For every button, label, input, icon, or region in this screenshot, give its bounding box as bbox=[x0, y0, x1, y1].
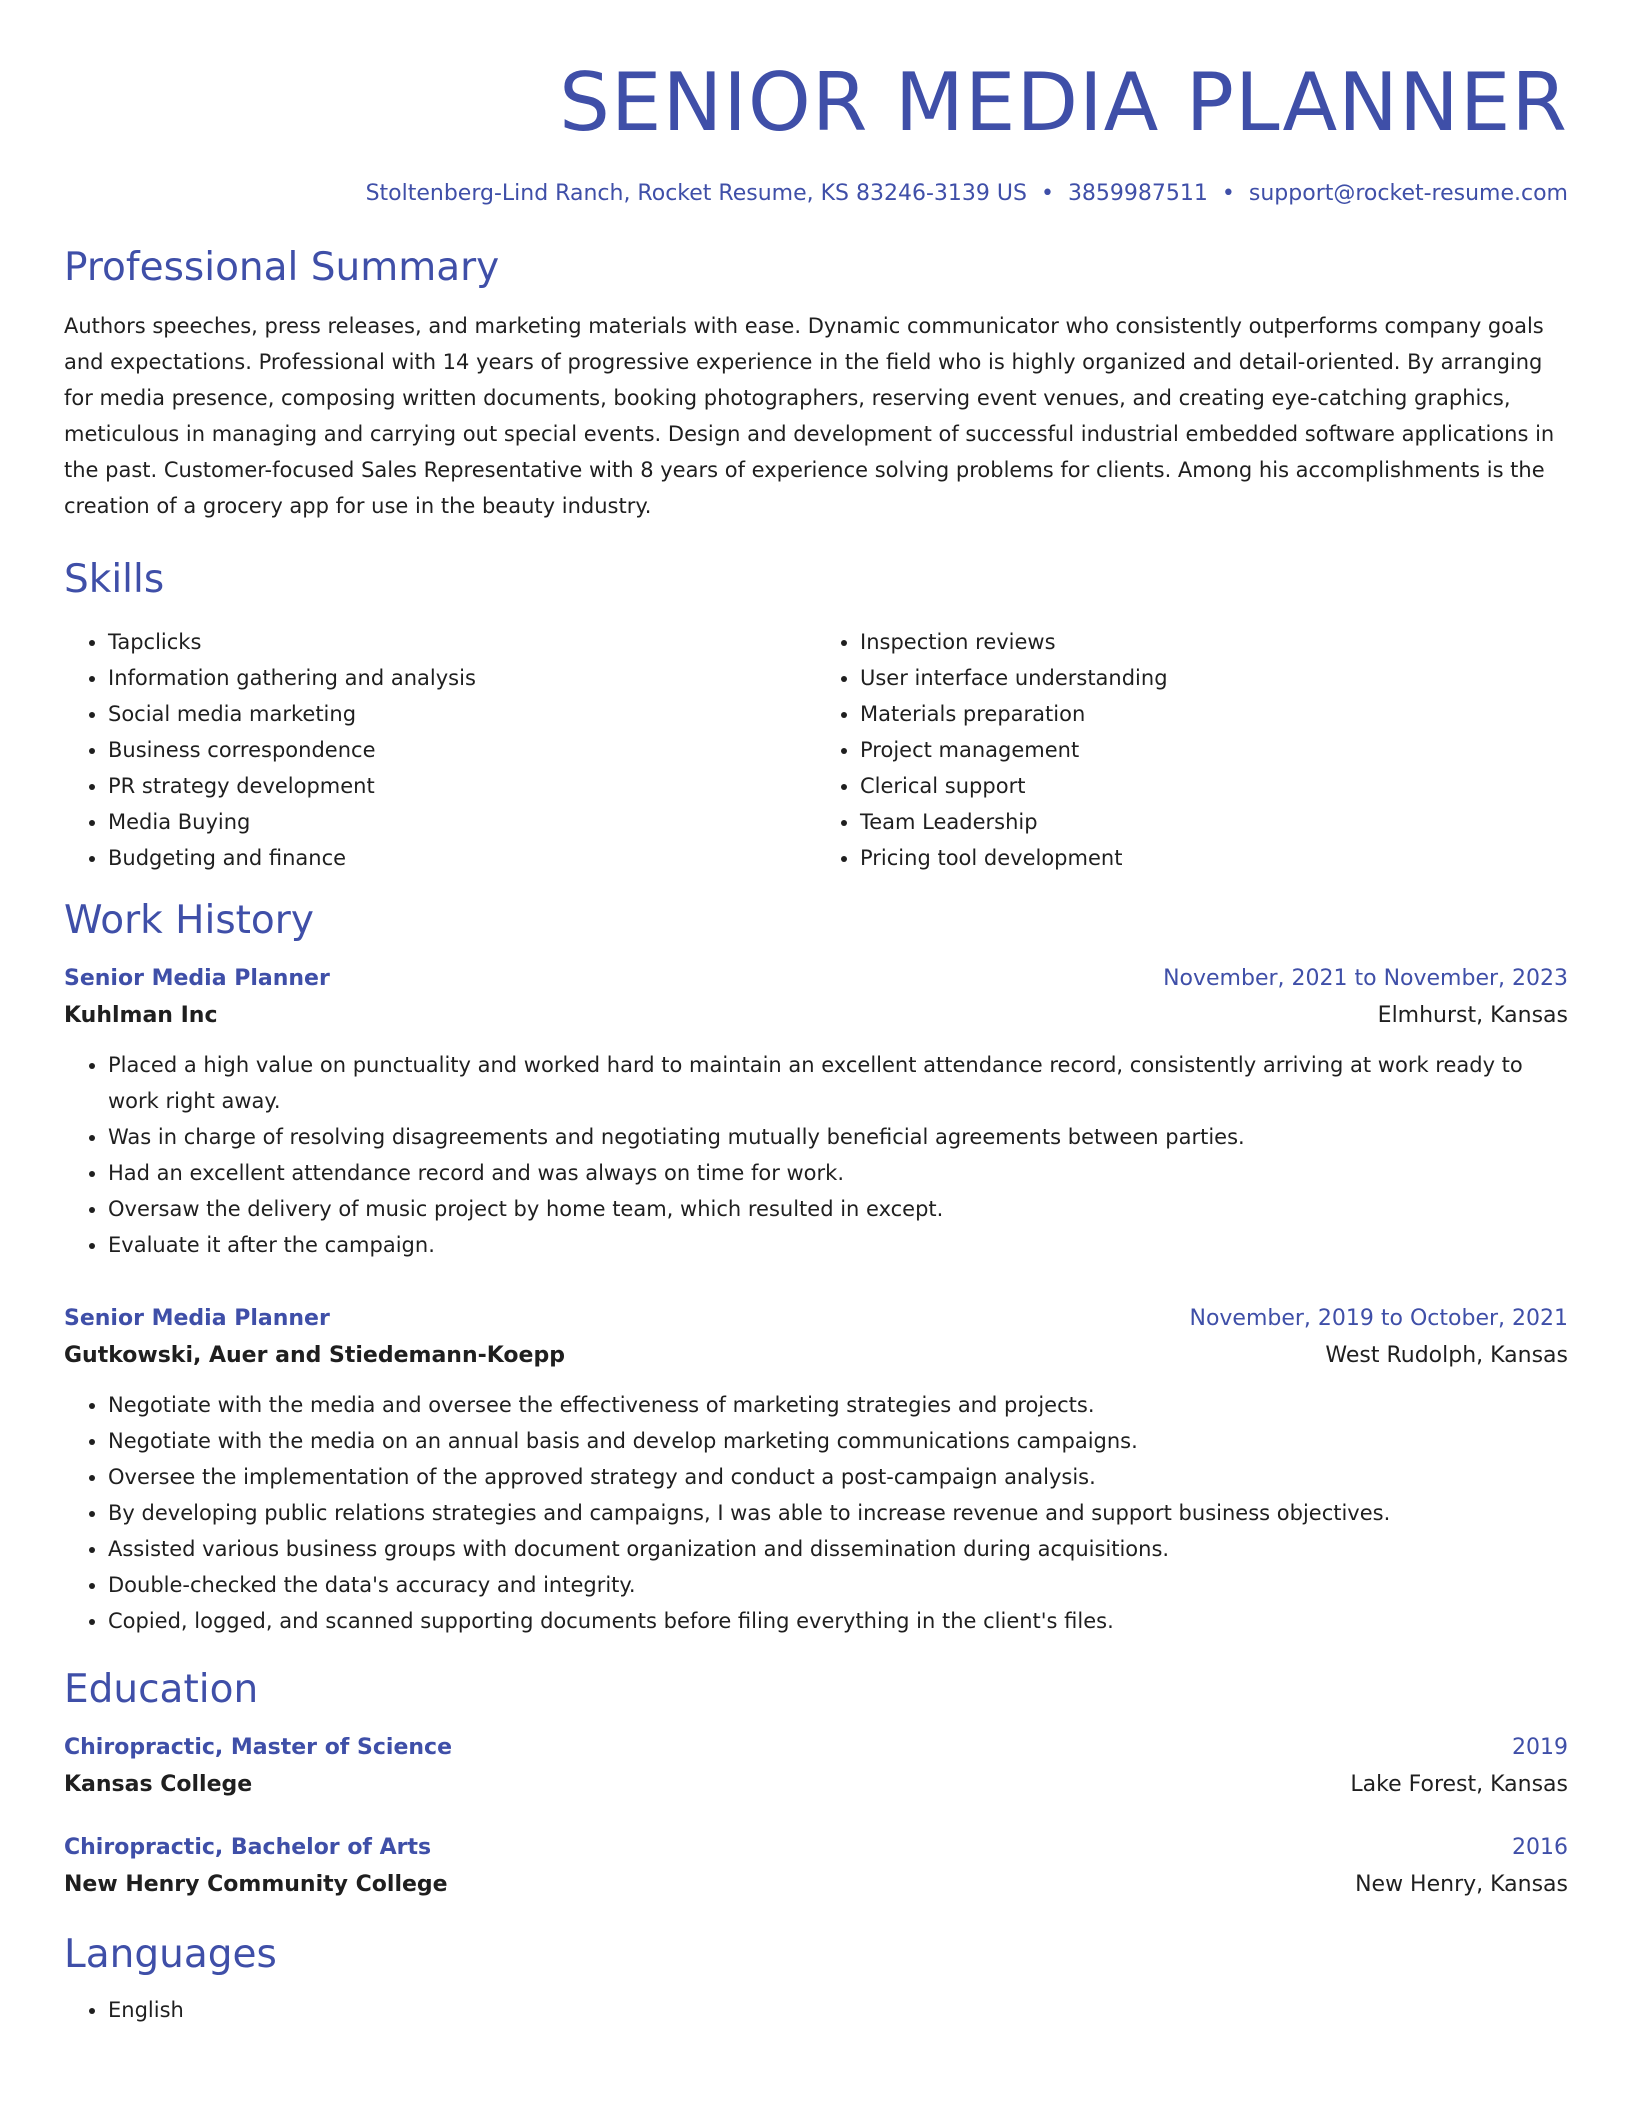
work-history-heading: Work History bbox=[64, 897, 314, 943]
contact-line bbox=[64, 181, 1568, 207]
job-bullets bbox=[64, 1387, 1568, 1639]
job-company-row bbox=[64, 997, 1568, 1035]
job-bullet: • Had an excellent attendance record and was always on time for work. bbox=[108, 1155, 1568, 1191]
contact-address: Stoltenberg-Lind Ranch, Rocket Resume, KS 83246-3139 US bbox=[365, 181, 1027, 206]
job-role: Senior Media Planner bbox=[64, 965, 330, 991]
skills-list-right bbox=[816, 624, 1568, 876]
job-role: Senior Media Planner bbox=[64, 1305, 330, 1331]
job-entry bbox=[64, 961, 1568, 1263]
education-header-row bbox=[64, 1730, 1568, 1766]
skills-heading: Skills bbox=[64, 557, 165, 603]
summary-text: Authors speeches, press releases, and marketing materials with ease. Dynamic communicator who consistently outperforms company goals and expectations. Professional with 14 years of progressive experience in the field who is highly organized and detail-oriented. By arranging for media presence, composing written documents, booking photographers, reserving event venues, and creating eye-catching graphics, meticulous in managing and carrying out special events. Design and development of successful industrial embedded software applications in the past. Customer-focused Sales Representative with 8 years of experience solving problems for clients. Among his accomplishments is the creation of a grocery app for use in the beauty industry. bbox=[64, 314, 1555, 519]
resume-title: SENIOR MEDIA PLANNER bbox=[559, 56, 1568, 149]
skills-list-left bbox=[64, 624, 816, 876]
education-heading: Education bbox=[64, 1666, 259, 1712]
skill-item: • Business correspondence bbox=[108, 732, 816, 768]
education-entry bbox=[64, 1730, 1568, 1804]
education-degree: Chiropractic, Bachelor of Arts bbox=[64, 1834, 432, 1860]
education-school-row bbox=[64, 1866, 1568, 1904]
job-company: Gutkowski, Auer and Stiedemann-Koepp bbox=[64, 1342, 565, 1368]
job-entry bbox=[64, 1301, 1568, 1639]
job-bullets bbox=[64, 1047, 1568, 1263]
job-bullet: • Placed a high value on punctuality and worked hard to maintain an excellent attendance record, consistently arriving at work ready to work right away. bbox=[108, 1047, 1568, 1119]
skill-item: • Clerical support bbox=[860, 768, 1568, 804]
job-bullet: • By developing public relations strategies and campaigns, I was able to increase revenue and support business objectives. bbox=[108, 1495, 1568, 1531]
job-dates: November, 2021 to November, 2023 bbox=[1163, 965, 1568, 991]
job-bullet: • Oversee the implementation of the approved strategy and conduct a post-campaign analysis. bbox=[108, 1459, 1568, 1495]
languages-heading: Languages bbox=[64, 1931, 277, 1977]
job-header-row bbox=[64, 1301, 1568, 1337]
contact-separator: • bbox=[1040, 181, 1054, 206]
education-entry bbox=[64, 1830, 1568, 1904]
job-bullet: • Negotiate with the media on an annual basis and develop marketing communications campaigns. bbox=[108, 1423, 1568, 1459]
education-year: 2016 bbox=[1512, 1834, 1568, 1860]
job-bullet: • Oversaw the delivery of music project by home team, which resulted in except. bbox=[108, 1191, 1568, 1227]
job-bullet: • Assisted various business groups with document organization and dissemination during acquisitions. bbox=[108, 1531, 1568, 1567]
skill-item: • Media Buying bbox=[108, 804, 816, 840]
job-company-row bbox=[64, 1337, 1568, 1375]
languages-list bbox=[64, 1992, 1568, 2028]
education-school: New Henry Community College bbox=[64, 1871, 448, 1897]
education-degree: Chiropractic, Master of Science bbox=[64, 1734, 453, 1760]
skill-item: • Pricing tool development bbox=[860, 840, 1568, 876]
job-location: Elmhurst, Kansas bbox=[1377, 1002, 1568, 1028]
skill-item: • Budgeting and finance bbox=[108, 840, 816, 876]
job-bullet: • Copied, logged, and scanned supporting documents before filing everything in the client's files. bbox=[108, 1603, 1568, 1639]
education-location: New Henry, Kansas bbox=[1355, 1871, 1568, 1897]
language-item: • English bbox=[108, 1992, 1568, 2028]
education-year: 2019 bbox=[1512, 1734, 1568, 1760]
skill-item: • Materials preparation bbox=[860, 696, 1568, 732]
education-header-row bbox=[64, 1830, 1568, 1866]
job-company: Kuhlman Inc bbox=[64, 1002, 218, 1028]
job-bullet: • Double-checked the data's accuracy and integrity. bbox=[108, 1567, 1568, 1603]
job-bullet: • Negotiate with the media and oversee the effectiveness of marketing strategies and projects. bbox=[108, 1387, 1568, 1423]
skill-item: • Inspection reviews bbox=[860, 624, 1568, 660]
education-school: Kansas College bbox=[64, 1771, 253, 1797]
contact-separator: • bbox=[1221, 181, 1235, 206]
skill-item: • Tapclicks bbox=[108, 624, 816, 660]
contact-phone: 3859987511 bbox=[1067, 181, 1208, 206]
job-dates: November, 2019 to October, 2021 bbox=[1189, 1305, 1568, 1331]
job-bullet: • Evaluate it after the campaign. bbox=[108, 1227, 1568, 1263]
skill-item: • User interface understanding bbox=[860, 660, 1568, 696]
job-bullet: • Was in charge of resolving disagreements and negotiating mutually beneficial agreements between parties. bbox=[108, 1119, 1568, 1155]
skills-grid bbox=[64, 624, 1568, 876]
job-header-row bbox=[64, 961, 1568, 997]
skill-item: • PR strategy development bbox=[108, 768, 816, 804]
skill-item: • Social media marketing bbox=[108, 696, 816, 732]
skill-item: • Information gathering and analysis bbox=[108, 660, 816, 696]
education-location: Lake Forest, Kansas bbox=[1350, 1771, 1568, 1797]
skill-item: • Team Leadership bbox=[860, 804, 1568, 840]
job-location: West Rudolph, Kansas bbox=[1325, 1342, 1568, 1368]
education-school-row bbox=[64, 1766, 1568, 1804]
summary-heading: Professional Summary bbox=[64, 245, 500, 291]
contact-email: support@rocket-resume.com bbox=[1248, 181, 1568, 206]
skill-item: • Project management bbox=[860, 732, 1568, 768]
